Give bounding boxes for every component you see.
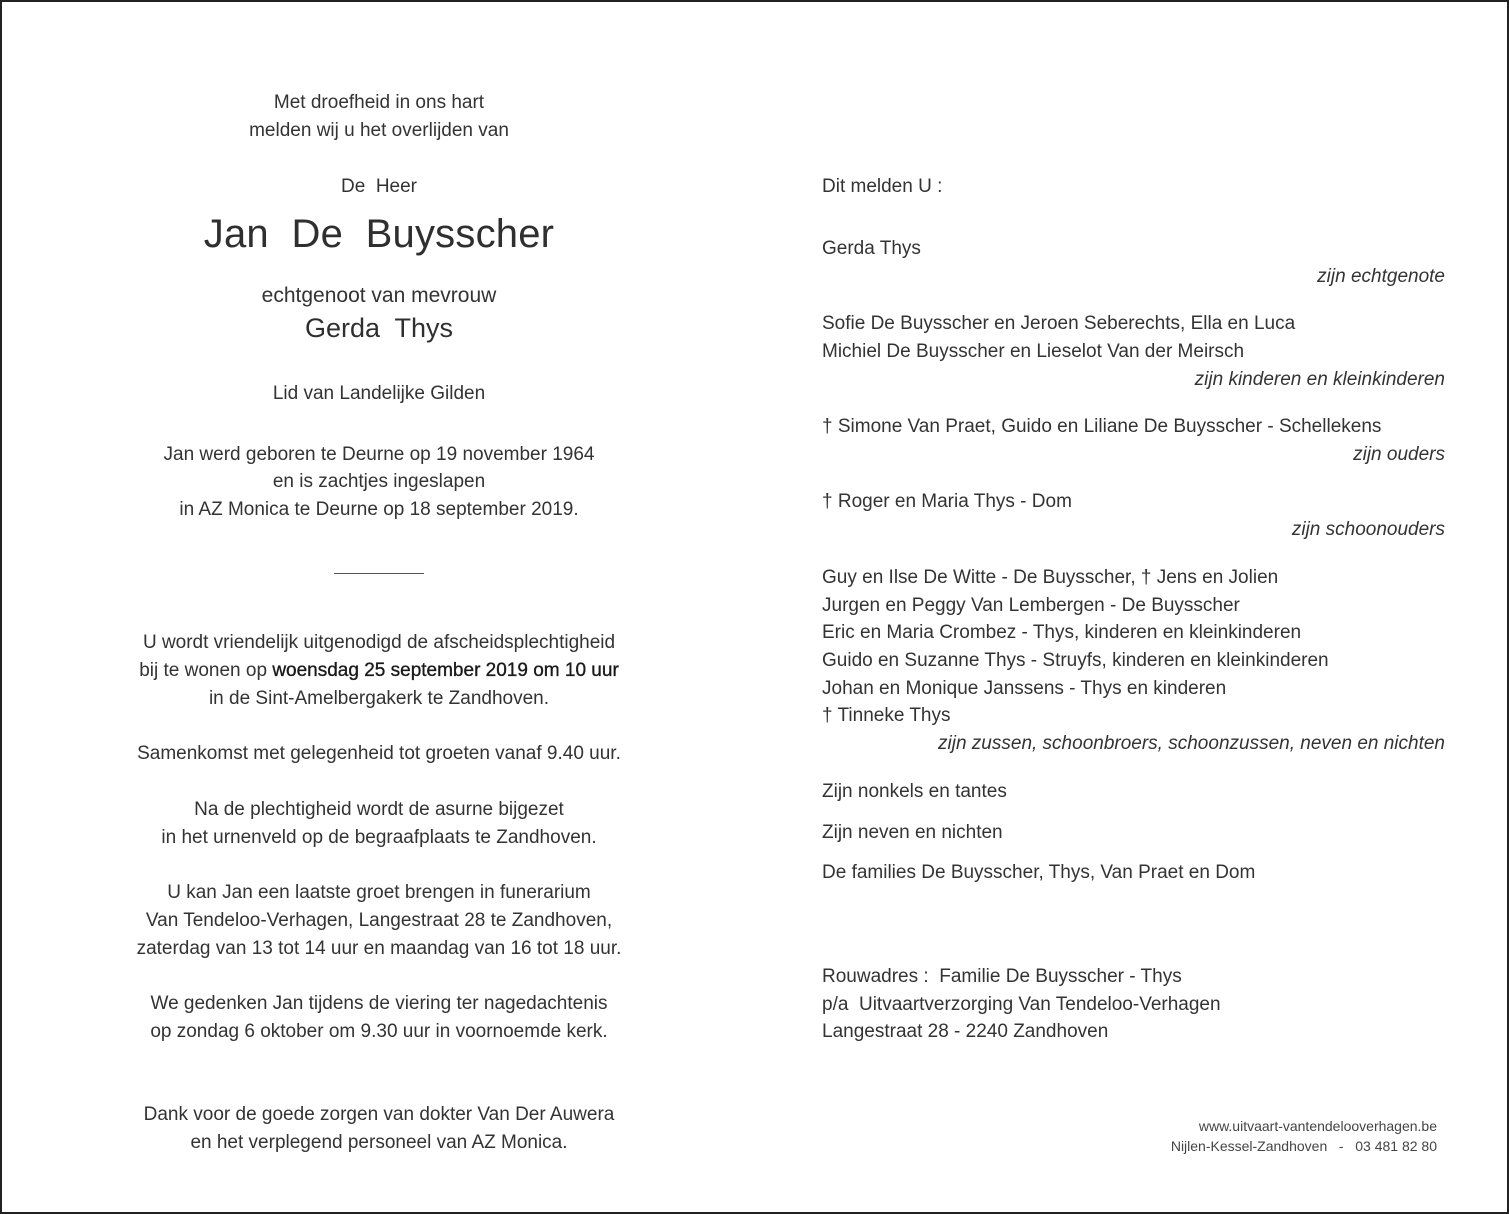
- thanks-line-1: Dank voor de goede zorgen van dokter Van Der Auwera: [143, 1104, 615, 1125]
- visit-line-1: U kan Jan een laatste groet brengen in funerarium: [167, 882, 591, 903]
- remembrance-line-2: op zondag 6 oktober om 9.30 uur in voornoemde kerk.: [150, 1021, 608, 1042]
- children-entry-1: Sofie De Buysscher en Jeroen Seberechts, Ella en Luca: [822, 313, 1296, 334]
- address-line-2: p/a Uitvaartverzorging Van Tendeloo-Verhagen: [822, 994, 1221, 1015]
- cousins-entry: Zijn neven en nichten: [822, 822, 1003, 843]
- siblings-entry-6: † Tinneke Thys: [822, 705, 951, 726]
- membership: Lid van Landelijke Gilden: [272, 383, 486, 404]
- ceremony-line-2: [82, 657, 676, 685]
- spouse-role: zijn echtgenote: [1317, 266, 1445, 287]
- parents-entry: † Simone Van Praet, Guido en Liliane De Buysscher - Schellekens: [822, 416, 1382, 437]
- ceremony-line-1: U wordt vriendelijk uitgenodigd de afscheidsplechtigheid: [142, 632, 616, 653]
- families-entry: De families De Buysscher, Thys, Van Praet en Dom: [822, 862, 1256, 883]
- spouse-entry: Gerda Thys: [822, 238, 921, 259]
- life-line-3: in AZ Monica te Deurne op 18 september 2019.: [179, 499, 579, 520]
- intro-line-2: melden wij u het overlijden van: [249, 120, 509, 141]
- siblings-role: zijn zussen, schoonbroers, schoonzussen, neven en nichten: [938, 733, 1445, 754]
- relation-label: echtgenoot van mevrouw: [261, 284, 497, 307]
- life-line-1: Jan werd geboren te Deurne op 19 november 1964: [163, 444, 595, 465]
- uncles-entry: Zijn nonkels en tantes: [822, 781, 1007, 802]
- ceremony-date: woensdag 25 september 2019 om 10 uur: [272, 660, 619, 681]
- ceremony-line-3: in de Sint-Amelbergakerk te Zandhoven.: [208, 688, 550, 709]
- spouse-name: Gerda Thys: [304, 313, 454, 343]
- address-line-3: Langestraat 28 - 2240 Zandhoven: [822, 1021, 1109, 1042]
- inlaws-role: zijn schoonouders: [1291, 519, 1445, 540]
- remembrance-line-1: We gedenken Jan tijdens de viering ter nagedachtenis: [150, 993, 608, 1014]
- siblings-entry-3: Eric en Maria Crombez - Thys, kinderen en kleinkinderen: [822, 622, 1302, 643]
- ceremony-line-2-prefix: bij te wonen op: [139, 660, 273, 681]
- section-divider: [334, 573, 424, 574]
- intro-line-1: Met droefheid in ons hart: [273, 92, 485, 113]
- funeral-home-website: www.uitvaart-vantendelooverhagen.be: [1198, 1118, 1437, 1134]
- siblings-entry-5: Johan en Monique Janssens - Thys en kinderen: [822, 678, 1227, 699]
- deceased-title: De Heer: [340, 176, 418, 197]
- visit-line-3: zaterdag van 13 tot 14 uur en maandag van 16 tot 18 uur.: [136, 938, 622, 959]
- siblings-entry-1: Guy en Ilse De Witte - De Buysscher, † Jens en Jolien: [822, 567, 1279, 588]
- thanks-line-2: en het verplegend personeel van AZ Monica.: [190, 1132, 568, 1153]
- children-role: zijn kinderen en kleinkinderen: [1194, 369, 1445, 390]
- funeral-home-contact: Nijlen-Kessel-Zandhoven - 03 481 82 80: [1170, 1138, 1437, 1154]
- inlaws-entry: † Roger en Maria Thys - Dom: [822, 491, 1072, 512]
- children-entry-2: Michiel De Buysscher en Lieselot Van der Meirsch: [822, 341, 1245, 362]
- siblings-entry-2: Jurgen en Peggy Van Lembergen - De Buysscher: [822, 595, 1240, 616]
- address-line-1: Rouwadres : Familie De Buysscher - Thys: [822, 966, 1182, 987]
- visit-line-2: Van Tendeloo-Verhagen, Langestraat 28 te Zandhoven,: [145, 910, 613, 931]
- life-line-2: en is zachtjes ingeslapen: [272, 471, 486, 492]
- urn-line-1: Na de plechtigheid wordt de asurne bijgezet: [194, 799, 564, 820]
- gathering-text: Samenkomst met gelegenheid tot groeten vanaf 9.40 uur.: [137, 743, 621, 764]
- urn-line-2: in het urnenveld op de begraafplaats te Zandhoven.: [161, 827, 597, 848]
- family-heading: Dit melden U :: [822, 176, 943, 197]
- parents-role: zijn ouders: [1353, 444, 1445, 465]
- deceased-name: Jan De Buysscher: [203, 212, 555, 256]
- siblings-entry-4: Guido en Suzanne Thys - Struyfs, kinderen en kleinkinderen: [822, 650, 1329, 671]
